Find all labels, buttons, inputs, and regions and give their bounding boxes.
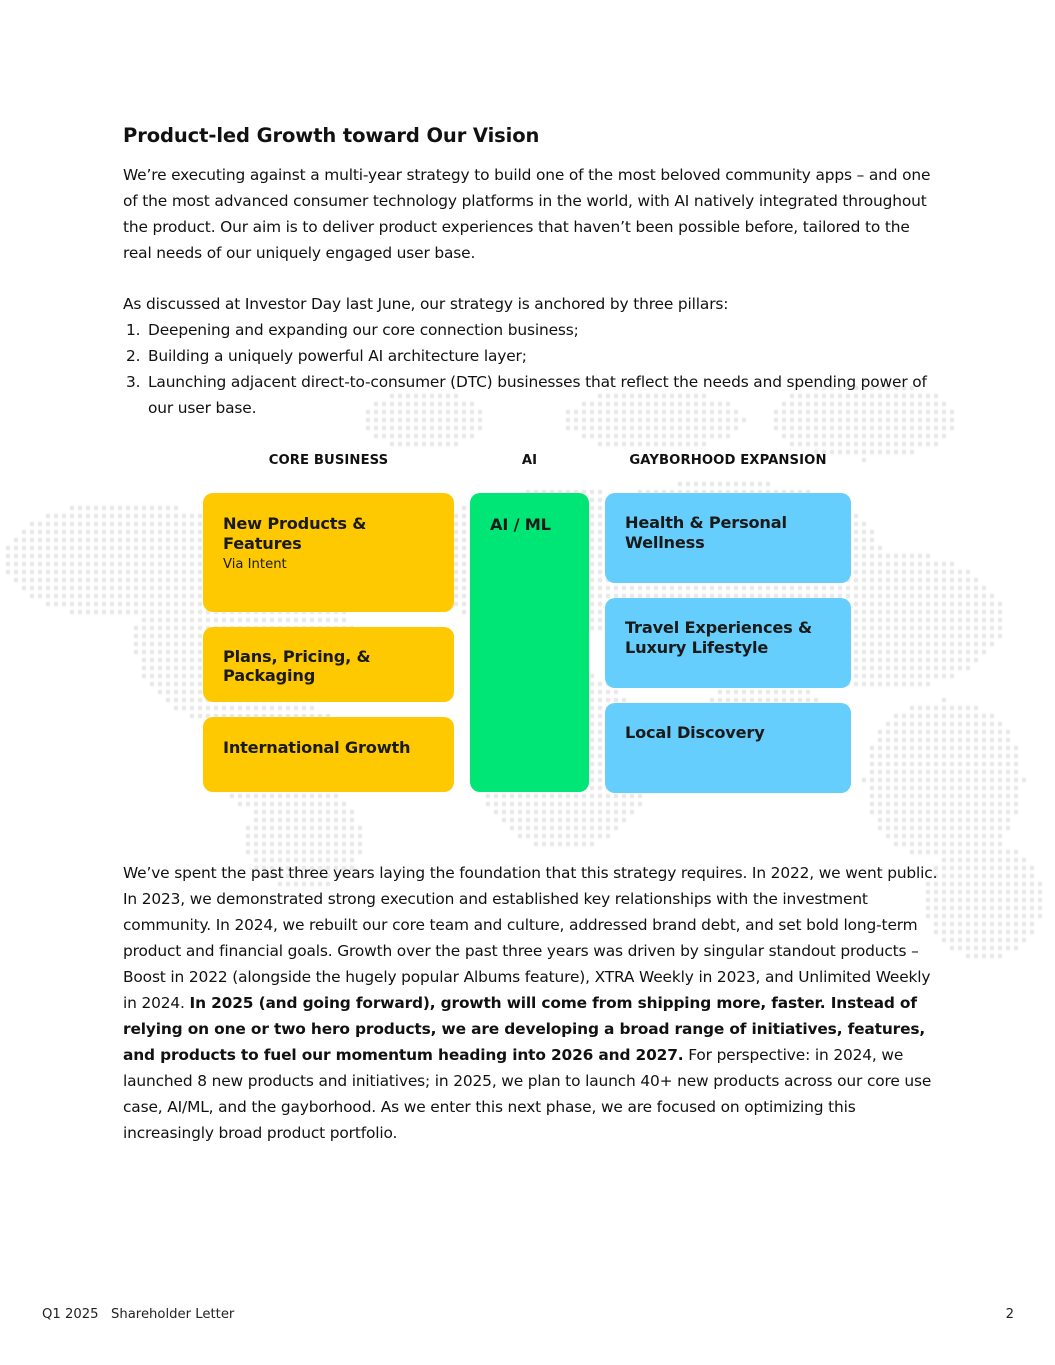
local-discovery-box (605, 703, 851, 793)
list-item (123, 317, 938, 343)
page-title: Product-led Growth toward Our Vision (123, 124, 540, 147)
new-products-features-box (203, 493, 454, 612)
list-item (123, 343, 938, 369)
intro-paragraph: We’re executing against a multi-year strategy to build one of the most beloved community apps – and one of the most advanced consumer technology platforms in the world, with AI natively integrated throughout the product. Our aim is to deliver product experiences that haven’t been possible before, tailored to the real needs of our uniquely engaged user base. (123, 166, 931, 262)
list-number: 1. (126, 321, 141, 339)
footer-period: Q1 2025 (42, 1307, 99, 1322)
international-growth-box (203, 717, 454, 792)
box-label: Health & Personal Wellness (625, 513, 787, 552)
box-label: Travel Experiences & Luxury Lifestyle (625, 618, 812, 657)
box-sublabel: Via Intent (223, 557, 287, 572)
history-paragraph (123, 860, 938, 1146)
box-label: AI / ML (490, 515, 551, 534)
list-number: 3. (126, 373, 141, 391)
list-number: 2. (126, 347, 141, 365)
box-label: International Growth (223, 738, 411, 757)
core-business-header: CORE BUSINESS (268, 453, 389, 468)
list-text: Building a uniquely powerful AI architecture layer; (148, 347, 527, 365)
ai-header: AI (521, 453, 538, 468)
plans-pricing-packaging-box (203, 627, 454, 702)
list-text: Launching adjacent direct-to-consumer (DTC) businesses that reflect the needs and spending power of our user base. (148, 373, 927, 417)
list-text: Deepening and expanding our core connection business; (148, 321, 579, 339)
paragraph-text: We’ve spent the past three years laying the foundation that this strategy requires. In 2022, we went public. In 2023, we demonstrated strong execution and established key relationships with the investment community. In 2024, we rebuilt our core team and culture, addressed brand debt, and set bold long-term product and financial goals. Growth over the past three years was driven by singular standout products – Boost in 2022 (alongside the hugely popular Albums feature), XTRA Weekly in 2023, and Unlimited Weekly in 2024. (123, 864, 938, 1012)
pillars-list (123, 317, 938, 421)
page-number: 2 (1005, 1307, 1014, 1322)
travel-luxury-box (605, 598, 851, 688)
pillars-intro-paragraph: As discussed at Investor Day last June, our strategy is anchored by three pillars: (123, 295, 729, 313)
box-label: Local Discovery (625, 723, 765, 742)
emphasis-text: In 2025 (and going forward), growth will come from shipping more, faster. Instead of relying on one or two hero products, we are developing a broad range of initiatives, features, and products to fuel our momentum heading into 2026 and 2027. (123, 994, 926, 1064)
paragraph-text: For perspective: in 2024, we launched 8 new products and initiatives; in 2025, we plan to launch 40+ new products across our core use case, AI/ML, and the gayborhood. As we enter this next phase, we are focused on optimizing this increasingly broad product portfolio. (123, 1046, 932, 1142)
gayborhood-expansion-header: GAYBORHOOD EXPANSION (629, 453, 827, 468)
footer-document-title: Shareholder Letter (111, 1307, 235, 1322)
ai-ml-box (470, 493, 589, 792)
box-label: Plans, Pricing, & Packaging (223, 647, 371, 685)
list-item (123, 369, 938, 421)
box-label: New Products & Features (223, 514, 367, 553)
health-wellness-box (605, 493, 851, 583)
